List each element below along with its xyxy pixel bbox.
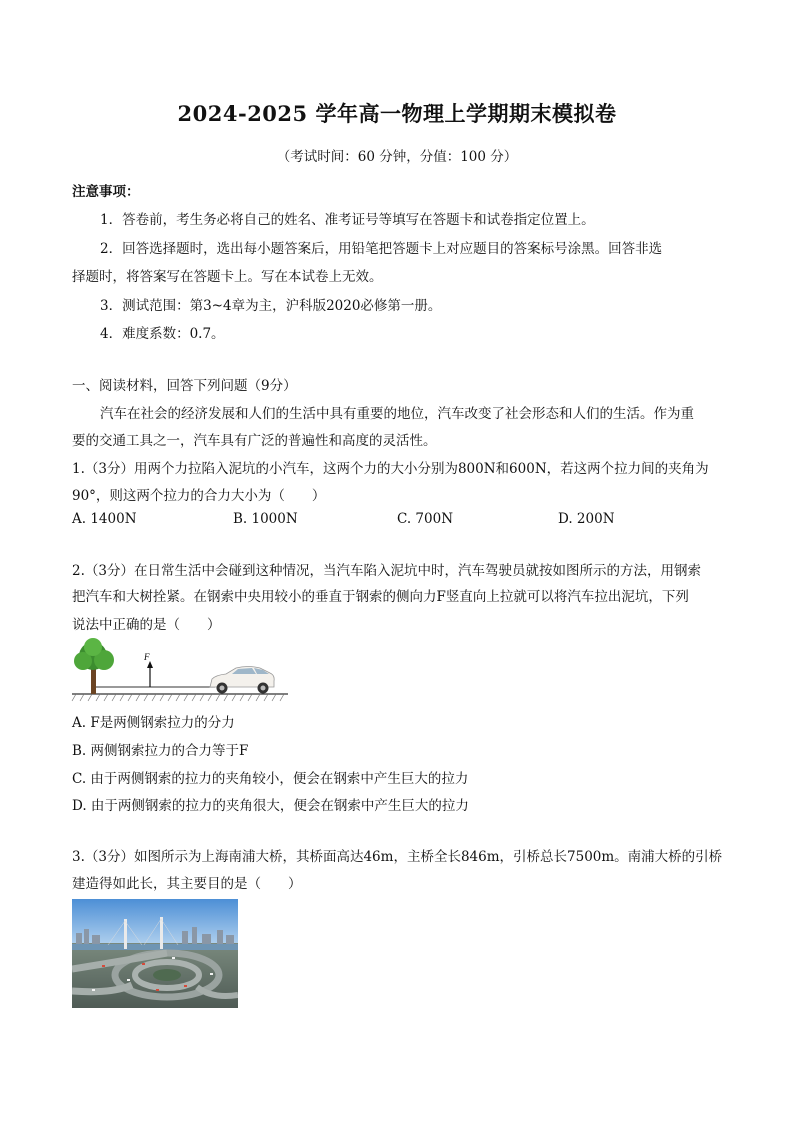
question-1-option-b: B. 1000N	[233, 511, 298, 527]
exam-subtitle: （考试时间：60 分钟，分值：100 分）	[276, 149, 518, 165]
arrow-up-icon	[147, 661, 153, 668]
tree-icon	[74, 638, 114, 694]
notice-item-2-line-2: 择题时，将答案写在答题卡上。写在本试卷上无效。	[72, 269, 383, 285]
question-1-stem-line-1: 1.（3分）用两个力拉陷入泥坑的小汽车，这两个力的大小分别为800N和600N，若这两个拉力间的夹角为	[72, 461, 709, 477]
passage-line-1: 汽车在社会的经济发展和人们的生活中具有重要的地位，汽车改变了社会形态和人们的生活。作为重	[100, 406, 694, 422]
notice-item-2-line-1: 2．回答选择题时，选出每小题答案后，用铅笔把答题卡上对应题目的答案标号涂黑。回答非选	[100, 241, 663, 257]
car-icon	[210, 667, 274, 694]
notice-item-1: 1．答卷前，考生务必将自己的姓名、准考证号等填写在答题卡和试卷指定位置上。	[100, 212, 595, 228]
question-2-stem-line-1: 2.（3分）在日常生活中会碰到这种情况，当汽车陷入泥坑中时，汽车驾驶员就按如图所示的方法，用钢索	[72, 563, 701, 579]
passage-line-2: 要的交通工具之一，汽车具有广泛的普遍性和高度的灵活性。	[72, 433, 437, 449]
question-2-stem-line-2: 把汽车和大树拴紧。在钢索中央用较小的垂直于钢索的侧向力F竖直向上拉就可以将汽车拉出泥坑，下列	[72, 589, 689, 605]
notice-item-3: 3．测试范围：第3~4章为主，沪科版2020必修第一册。	[100, 298, 442, 314]
question-3-stem-line-1: 3.（3分）如图所示为上海南浦大桥，其桥面高达46m，主桥全长846m，引桥总长7500m。南浦大桥的引桥	[72, 849, 723, 865]
question-1-option-a: A. 1400N	[72, 511, 137, 527]
question-2-stem-line-3: 说法中正确的是（ ）	[72, 617, 221, 633]
question-1-stem-line-2: 90°，则这两个拉力的合力大小为（ ）	[72, 488, 326, 504]
question-2-option-a: A. F是两侧钢索拉力的分力	[72, 715, 235, 731]
notice-heading: 注意事项：	[72, 184, 140, 200]
nanpu-bridge-photo	[72, 899, 238, 1008]
question-1-option-d: D. 200N	[558, 511, 615, 527]
section-1-heading: 一、阅读材料，回答下列问题（9分）	[72, 378, 297, 394]
question-3-stem-line-2: 建造得如此长，其主要目的是（ ）	[72, 876, 302, 892]
question-2-option-d: D. 由于两侧钢索的拉力的夹角很大，便会在钢索中产生巨大的拉力	[72, 798, 469, 814]
force-label: F	[144, 652, 150, 662]
question-2-option-c: C. 由于两侧钢索的拉力的夹角较小，便会在钢索中产生巨大的拉力	[72, 771, 469, 787]
question-1-option-c: C. 700N	[397, 511, 454, 527]
tree-car-cable-figure	[70, 638, 290, 706]
notice-item-4: 4．难度系数：0.7。	[100, 326, 225, 342]
exam-title: 2024-2025 学年高一物理上学期期末模拟卷	[177, 101, 617, 126]
question-2-option-b: B. 两侧钢索拉力的合力等于F	[72, 743, 249, 759]
